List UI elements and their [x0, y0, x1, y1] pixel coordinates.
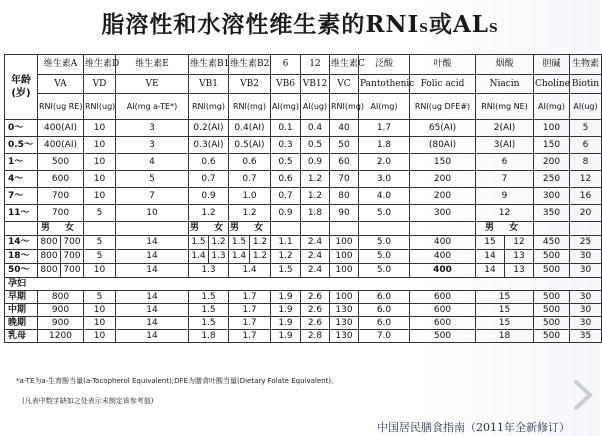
table-cell: 90 [330, 205, 359, 222]
table-cell: 150 [534, 137, 570, 154]
table-cell: 1.2 [250, 236, 271, 250]
vitamin-abbr: VE [116, 75, 189, 94]
table-cell: 30 [570, 317, 602, 330]
table-cell: 10 [84, 188, 116, 205]
table-cell: 3.0 [359, 171, 410, 188]
table-cell: 1.5 [189, 317, 229, 330]
table-cell: 5.0 [359, 264, 410, 278]
table-cell: (80AI) [410, 137, 476, 154]
table-cell: 3 [116, 137, 189, 154]
table-cell: 2.6 [301, 291, 330, 304]
age-cell: 0～ [5, 120, 38, 137]
table-cell [330, 222, 359, 236]
table-cell: 0.1 [271, 120, 301, 137]
table-cell: 1200 [38, 330, 84, 343]
table-cell: 1.5 [229, 236, 250, 250]
table-cell: 0.6 [189, 154, 229, 171]
table-cell: 200 [534, 154, 570, 171]
group-row-pregnant [5, 278, 602, 291]
table-cell: 600 [410, 291, 476, 304]
table-cell: 6 [476, 154, 534, 171]
table-cell: 0.6 [229, 154, 271, 171]
table-cell [5, 222, 38, 236]
vitamin-abbr: Choline [534, 75, 570, 94]
unit-cell: RNI(mg) [229, 94, 271, 120]
footnote-missing-values: (凡表中数字缺如之处表示未制定该参考值) [22, 397, 154, 405]
table-row [5, 236, 602, 250]
table-cell: 400 [410, 236, 476, 250]
table-cell: 5.0 [359, 236, 410, 250]
table-cell: 12 [505, 236, 534, 250]
table-cell: 1.3 [209, 250, 229, 264]
table-cell: 12 [476, 205, 534, 222]
footnote-equivalents: *a-TE为a-生育酚当量(a-Tocopherol Equivalent);DFE为膳食叶酸当量(Dietary Folate Equivalent)。 [16, 377, 339, 385]
table-cell: 100 [330, 236, 359, 250]
vitamin-name: 胆碱 [534, 55, 570, 75]
age-cell: 0.5～ [5, 137, 38, 154]
unit-cell: RNI(ug) [84, 94, 116, 120]
table-cell: 14 [476, 250, 505, 264]
table-row [5, 188, 602, 205]
table-cell: 600 [410, 304, 476, 317]
table-cell: 10 [84, 171, 116, 188]
unit-cell: AI(mg) [271, 94, 301, 120]
table-cell: 0.7 [271, 188, 301, 205]
vitamin-abbr: VB12 [301, 75, 330, 94]
age-cell: 18～ [5, 250, 38, 264]
unit-cell: AI(ug) [301, 94, 330, 120]
table-cell: 1.4 [189, 250, 209, 264]
age-cell: 晚期 [5, 317, 38, 330]
table-cell: 0.7 [229, 171, 271, 188]
table-cell: 0.5 [301, 137, 330, 154]
table-cell: 13 [505, 250, 534, 264]
table-cell [410, 222, 476, 236]
table-row [5, 304, 602, 317]
table-cell: 10 [84, 304, 116, 317]
sex-label: 男 女 [476, 222, 534, 236]
table-cell: 10 [84, 120, 116, 137]
age-header: 年龄 (岁) [5, 55, 38, 120]
vitamin-name: 烟酸 [476, 55, 534, 75]
table-cell: 500 [534, 330, 570, 343]
table-cell: 400(AI) [38, 137, 84, 154]
table-cell: 150 [410, 154, 476, 171]
table-cell: 100 [330, 291, 359, 304]
table-cell: 400(AI) [38, 120, 84, 137]
table-cell: 130 [330, 304, 359, 317]
table-cell: 500 [38, 154, 84, 171]
table-cell: 10 [116, 205, 189, 222]
table-cell: 9 [476, 188, 534, 205]
table-row [5, 120, 602, 137]
table-cell: 500 [534, 304, 570, 317]
table-cell [359, 222, 410, 236]
table-cell: 800 [38, 236, 61, 250]
table-cell: 1.1 [271, 236, 301, 250]
table-cell: 14 [116, 250, 189, 264]
table-cell: 14 [116, 264, 189, 278]
table-cell: 1.0 [229, 188, 271, 205]
table-cell: 1.5 [189, 304, 229, 317]
table-cell: 14 [116, 291, 189, 304]
table-row [5, 291, 602, 304]
table-cell: 14 [116, 330, 189, 343]
table-cell: 500 [534, 250, 570, 264]
table-cell: 100 [330, 264, 359, 278]
table-cell: 0.5(AI) [229, 137, 271, 154]
table-cell: 14 [116, 236, 189, 250]
table-cell: 4 [116, 154, 189, 171]
table-cell: 65(AI) [410, 120, 476, 137]
table-cell: 1.8 [189, 330, 229, 343]
header-row-abbr [5, 75, 602, 94]
table-cell: 1.2 [301, 188, 330, 205]
table-cell: 35 [570, 330, 602, 343]
table-cell: 5 [84, 205, 116, 222]
table-cell: 7 [116, 188, 189, 205]
table-cell: 100 [534, 120, 570, 137]
table-cell: 0.5 [271, 154, 301, 171]
table-cell: 350 [534, 205, 570, 222]
table-cell: 1.9 [271, 317, 301, 330]
unit-cell: RNI(mg) [330, 94, 359, 120]
table-cell: 0.3(AI) [189, 137, 229, 154]
table-cell: 1.4 [229, 250, 250, 264]
table-row [5, 205, 602, 222]
table-cell: 1.2 [209, 236, 229, 250]
table-cell: 700 [38, 188, 84, 205]
table-cell: 3(AI) [476, 137, 534, 154]
table-cell: 30 [570, 291, 602, 304]
table-cell: 1.8 [359, 137, 410, 154]
unit-cell: RNI(mg NE) [476, 94, 534, 120]
table-cell: 30 [570, 250, 602, 264]
table-cell: 5.0 [359, 250, 410, 264]
table-cell [116, 222, 189, 236]
unit-cell: AI(mg) [359, 94, 410, 120]
table-cell: 7.0 [359, 330, 410, 343]
vitamin-name: 维生素B1 [189, 55, 229, 75]
group-label: 孕妇 [5, 278, 602, 291]
table-cell: 10 [84, 154, 116, 171]
vitamin-table [4, 54, 602, 343]
age-cell: 乳母 [5, 330, 38, 343]
table-cell: 400 [410, 250, 476, 264]
table-cell [301, 222, 330, 236]
vitamin-name: 维生素E [116, 55, 189, 75]
vitamin-abbr: VA [38, 75, 84, 94]
age-cell: 14～ [5, 236, 38, 250]
table-row [5, 330, 602, 343]
table-cell: 1.7 [229, 330, 271, 343]
table-cell: 8 [570, 154, 602, 171]
table-cell: 500 [534, 291, 570, 304]
vitamin-abbr: Pantothenic [359, 75, 410, 94]
vitamin-abbr: VD [84, 75, 116, 94]
table-cell: 20 [570, 205, 602, 222]
table-cell: 15 [476, 317, 534, 330]
unit-cell: RNI(ug RE) [38, 94, 84, 120]
unit-cell: RNI(ug DFE#) [410, 94, 476, 120]
table-cell: 0.6 [271, 171, 301, 188]
table-cell [534, 222, 570, 236]
vitamin-name: 叶酸 [410, 55, 476, 75]
table-cell: 1.9 [271, 304, 301, 317]
table-cell: 14 [116, 304, 189, 317]
table-row [5, 250, 602, 264]
sex-label: 男 女 [38, 222, 84, 236]
table-cell: 30 [570, 264, 602, 278]
table-cell: 130 [330, 317, 359, 330]
table-cell: 0.4(AI) [229, 120, 271, 137]
vitamin-abbr: VB2 [229, 75, 271, 94]
table-cell: 700 [61, 250, 84, 264]
table-cell: 600 [38, 171, 84, 188]
table-cell: 14 [476, 264, 505, 278]
table-cell: 2.8 [301, 330, 330, 343]
vitamin-abbr: VB1 [189, 75, 229, 94]
vitamin-abbr: Folic acid [410, 75, 476, 94]
table-cell: 13 [505, 264, 534, 278]
table-cell: 500 [410, 330, 476, 343]
table-cell: 1.4 [229, 264, 271, 278]
age-cell: 50～ [5, 264, 38, 278]
table-cell: 6 [570, 137, 602, 154]
vitamin-name: 维生素D [84, 55, 116, 75]
table-cell: 15 [476, 291, 534, 304]
table-cell: 1.3 [189, 264, 229, 278]
table-row [5, 317, 602, 330]
table-cell: 800 [38, 291, 84, 304]
table-cell: 50 [330, 137, 359, 154]
table-cell: 5 [116, 171, 189, 188]
sex-label: 男 女 [229, 222, 271, 236]
table-cell: 200 [410, 188, 476, 205]
table-cell: 1.7 [359, 120, 410, 137]
table-cell: 16 [570, 188, 602, 205]
age-cell: 中期 [5, 304, 38, 317]
table-row [5, 171, 602, 188]
table-cell: 6.0 [359, 304, 410, 317]
sex-header-row [5, 222, 602, 236]
table-cell: 3 [116, 120, 189, 137]
age-cell: 7～ [5, 188, 38, 205]
vitamin-abbr: VB6 [271, 75, 301, 94]
age-cell: 11～ [5, 205, 38, 222]
table-cell: 1.8 [301, 205, 330, 222]
table-cell: 80 [330, 188, 359, 205]
table-cell: 250 [534, 171, 570, 188]
table-cell: 0.2(AI) [189, 120, 229, 137]
page-title: 脂溶性和水溶性维生素的RNIS或ALS [101, 11, 499, 38]
table-cell [271, 222, 301, 236]
vitamin-name: 生物素 [570, 55, 602, 75]
table-cell: 5 [570, 120, 602, 137]
table-cell: 7 [476, 171, 534, 188]
header-row-units [5, 94, 602, 120]
table-row [5, 264, 602, 278]
table-cell [570, 222, 602, 236]
table-cell: 14 [116, 317, 189, 330]
next-slide-arrow-icon[interactable] [572, 380, 594, 410]
vitamin-name: 维生素A [38, 55, 84, 75]
table-cell: 900 [38, 304, 84, 317]
table-cell: 300 [410, 205, 476, 222]
table-cell: 25 [570, 236, 602, 250]
table-cell: 800 [38, 264, 61, 278]
table-cell: 5 [84, 236, 116, 250]
table-cell: 200 [410, 171, 476, 188]
table-cell: 0.9 [301, 154, 330, 171]
table-cell: 30 [570, 304, 602, 317]
table-cell: 1.7 [229, 291, 271, 304]
table-cell: 60 [330, 154, 359, 171]
vitamin-name: 6 [271, 55, 301, 75]
table-cell: 15 [476, 304, 534, 317]
table-cell: 10 [84, 264, 116, 278]
table-cell: 5 [84, 291, 116, 304]
table-cell: 1.2 [301, 171, 330, 188]
table-cell: 0.4 [301, 120, 330, 137]
vitamin-name: 12 [301, 55, 330, 75]
table-cell: 10 [84, 317, 116, 330]
unit-cell: AI(ug) [570, 94, 602, 120]
table-cell: 12 [570, 171, 602, 188]
table-cell: 300 [534, 188, 570, 205]
sex-label: 男 女 [189, 222, 229, 236]
table-cell: 1.2 [250, 250, 271, 264]
table-cell: 18 [476, 330, 534, 343]
table-cell: 1.2 [189, 205, 229, 222]
table-cell: 700 [61, 236, 84, 250]
table-cell: 15 [476, 236, 505, 250]
vitamin-name: 泛酸 [359, 55, 410, 75]
header-row-names [5, 55, 602, 75]
table-cell: 800 [38, 250, 61, 264]
table-cell: 70 [330, 171, 359, 188]
table-cell: 10 [84, 330, 116, 343]
table-cell: 1.5 [189, 236, 209, 250]
table-cell: 450 [534, 236, 570, 250]
table-cell: 5 [84, 250, 116, 264]
table-cell: 700 [38, 205, 84, 222]
table-cell: 130 [330, 330, 359, 343]
table-cell: 2.6 [301, 317, 330, 330]
table-cell: 700 [61, 264, 84, 278]
vitamin-name: 维生素B2 [229, 55, 271, 75]
vitamin-name: 维生素C [330, 55, 359, 75]
source-caption: 中国居民膳食指南（2011年全新修订） [377, 421, 570, 434]
unit-cell: RNI(mg) [189, 94, 229, 120]
table-cell: 1.5 [189, 291, 229, 304]
unit-cell: AI(mg) [534, 94, 570, 120]
table-cell: 1.9 [271, 330, 301, 343]
table-cell: 6.0 [359, 291, 410, 304]
vitamin-abbr: VC [330, 75, 359, 94]
table-cell: 1.7 [229, 317, 271, 330]
vitamin-abbr: Biotin [570, 75, 602, 94]
table-cell: 2.4 [301, 264, 330, 278]
vitamin-abbr: Niacin [476, 75, 534, 94]
table-cell: 4.0 [359, 188, 410, 205]
table-cell: 5.0 [359, 205, 410, 222]
table-cell: 0.9 [271, 205, 301, 222]
age-cell: 1～ [5, 154, 38, 171]
table-cell: 0.9 [189, 188, 229, 205]
table-cell: 0.7 [189, 171, 229, 188]
table-cell: 2.4 [301, 250, 330, 264]
unit-cell: AI(mg a-TE*) [116, 94, 189, 120]
table-cell: 1.2 [229, 205, 271, 222]
table-cell: 500 [534, 264, 570, 278]
age-cell: 早期 [5, 291, 38, 304]
table-cell: 100 [330, 250, 359, 264]
table-cell: 6.0 [359, 317, 410, 330]
table-cell: 40 [330, 120, 359, 137]
table-cell: 2.6 [301, 304, 330, 317]
table-row [5, 137, 602, 154]
table-cell: 2.4 [301, 236, 330, 250]
age-cell: 4～ [5, 171, 38, 188]
table-cell: 10 [84, 137, 116, 154]
table-cell: 2.0 [359, 154, 410, 171]
table-cell: 2(AI) [476, 120, 534, 137]
table-row [5, 154, 602, 171]
table-cell: 900 [38, 317, 84, 330]
table-cell: 1.5 [271, 264, 301, 278]
table-cell [84, 222, 116, 236]
table-cell: 0.3 [271, 137, 301, 154]
table-cell: 400 [410, 264, 476, 278]
table-cell: 1.7 [229, 304, 271, 317]
table-cell: 600 [410, 317, 476, 330]
table-cell: 500 [534, 317, 570, 330]
table-cell: 1.9 [271, 291, 301, 304]
table-cell: 1.2 [271, 250, 301, 264]
